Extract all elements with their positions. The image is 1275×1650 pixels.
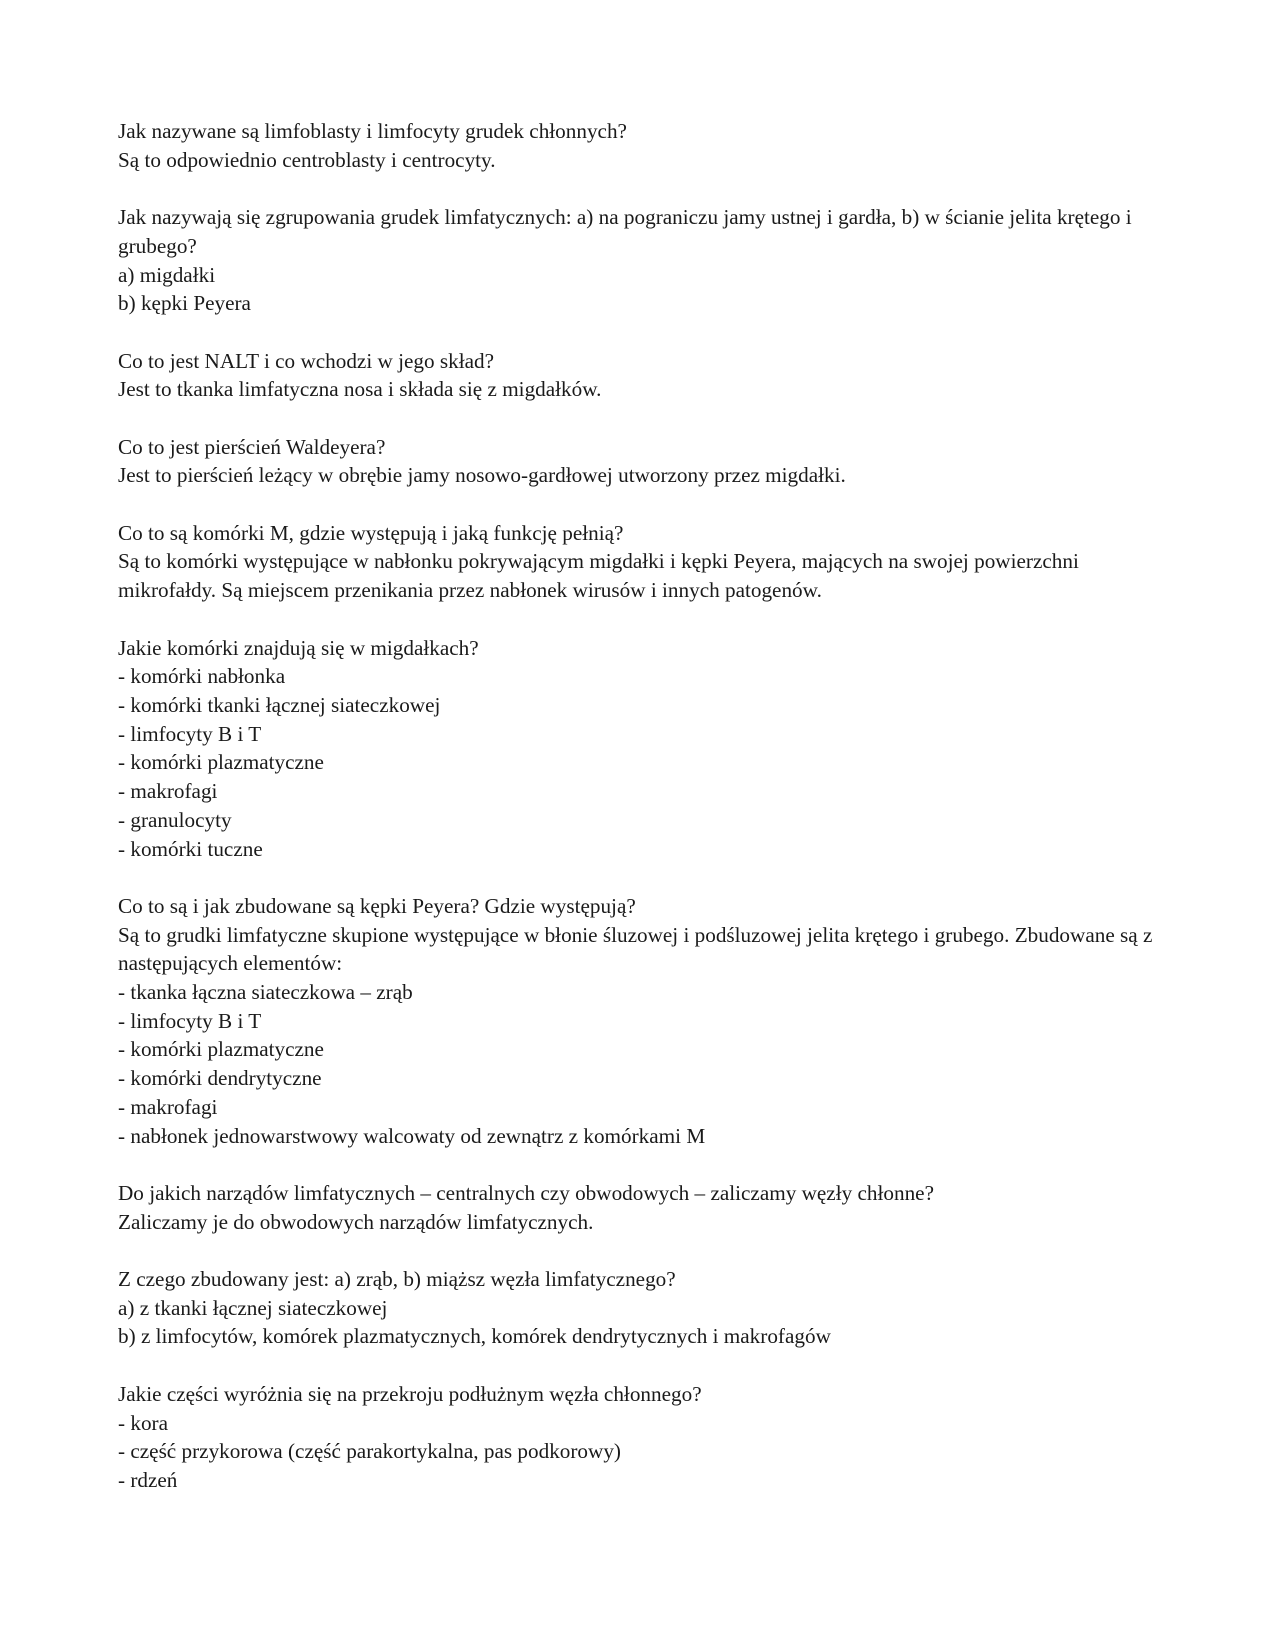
question-text: Z czego zbudowany jest: a) zrąb, b) miąższ węzła limfatycznego? — [118, 1267, 676, 1291]
qa-block — [118, 519, 1168, 605]
answer-line: a) migdałki — [118, 262, 216, 287]
qa-block — [118, 117, 1168, 174]
question-text: Jakie komórki znajdują się w migdałkach? — [118, 635, 479, 660]
answer-line: Są to grudki limfatyczne skupione występujące w błonie śluzowej i podśluzowej jelita krętego i grubego. Zbudowane są z następujących elementów: — [118, 922, 1158, 976]
document-body — [118, 117, 1168, 1523]
answer-line: Jest to tkanka limfatyczna nosa i składa się z migdałków. — [118, 377, 602, 402]
qa-block — [118, 1380, 1168, 1495]
qa-block — [118, 892, 1168, 1150]
question-text: Co to jest NALT i co wchodzi w jego skład? — [118, 348, 495, 373]
qa-block — [118, 347, 1168, 404]
answer-list-item: - część przykorowa (część parakortykalna, pas podkorowy) — [118, 1439, 621, 1464]
question-text: Co to są komórki M, gdzie występują i jaką funkcję pełnią? — [118, 520, 624, 545]
answer-list-item: - komórki plazmatyczne — [118, 1037, 324, 1062]
answer-line: Są to odpowiednio centroblasty i centrocyty. — [118, 147, 496, 172]
answer-line: b) z limfocytów, komórek plazmatycznych, komórek dendrytycznych i makrofagów — [118, 1324, 831, 1349]
answer-list-item: - komórki dendrytyczne — [118, 1066, 322, 1091]
answer-list-item: - nabłonek jednowarstwowy walcowaty od zewnątrz z komórkami M — [118, 1123, 706, 1148]
answer-list-item: - makrofagi — [118, 779, 218, 804]
answer-list-item: - limfocyty B i T — [118, 721, 262, 746]
question-text: Jak nazywane są limfoblasty i limfocyty grudek chłonnych? — [118, 119, 627, 143]
answer-list-item: - tkanka łączna siateczkowa – zrąb — [118, 980, 413, 1004]
answer-line: Zaliczamy je do obwodowych narządów limfatycznych. — [118, 1209, 594, 1234]
answer-list-item: - komórki plazmatyczne — [118, 750, 324, 775]
answer-list-item: - makrofagi — [118, 1094, 218, 1119]
answer-list-item: - komórki tkanki łącznej siateczkowej — [118, 692, 441, 717]
question-text: Do jakich narządów limfatycznych – centralnych czy obwodowych – zaliczamy węzły chłonne? — [118, 1180, 934, 1205]
question-text: Jakie części wyróżnia się na przekroju podłużnym węzła chłonnego? — [118, 1381, 702, 1406]
qa-block — [118, 634, 1168, 864]
qa-block — [118, 1265, 1168, 1351]
answer-line: Są to komórki występujące w nabłonku pokrywającym migdałki i kępki Peyera, mających na swojej powierzchni mikrofałdy. Są miejscem przenikania przez nabłonek wirusów i innych patogenów. — [118, 549, 1085, 603]
question-text: Jak nazywają się zgrupowania grudek limfatycznych: a) na pograniczu jamy ustnej i gardła, b) w ścianie jelita krętego i grubego? — [118, 205, 1137, 258]
qa-block — [118, 433, 1168, 490]
answer-list-item: - komórki nabłonka — [118, 664, 286, 689]
answer-list-item: - limfocyty B i T — [118, 1008, 262, 1033]
answer-list-item: - granulocyty — [118, 807, 232, 832]
answer-line: Jest to pierścień leżący w obrębie jamy nosowo-gardłowej utworzony przez migdałki. — [118, 463, 846, 488]
answer-list-item: - komórki tuczne — [118, 836, 263, 861]
qa-block — [118, 1179, 1168, 1236]
answer-line: b) kępki Peyera — [118, 291, 251, 316]
answer-line: a) z tkanki łącznej siateczkowej — [118, 1295, 388, 1320]
answer-list-item: - rdzeń — [118, 1467, 178, 1492]
question-text: Co to są i jak zbudowane są kępki Peyera? Gdzie występują? — [118, 893, 636, 918]
qa-block — [118, 203, 1168, 318]
answer-list-item: - kora — [118, 1410, 168, 1435]
question-text: Co to jest pierścień Waldeyera? — [118, 434, 386, 459]
